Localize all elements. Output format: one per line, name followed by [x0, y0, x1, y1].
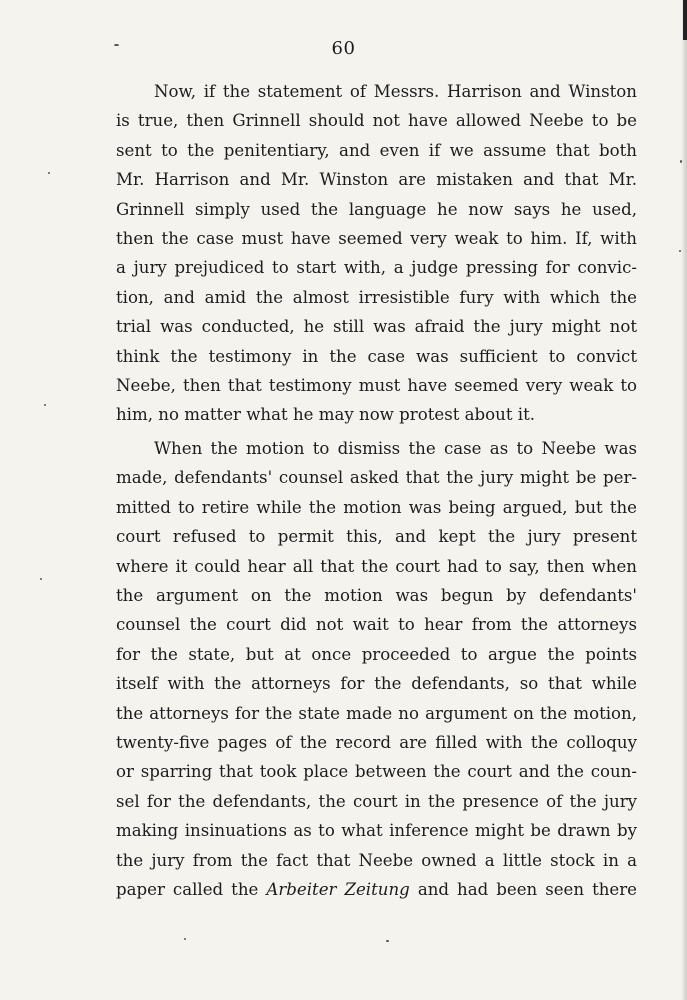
paragraph-line: trial was conducted, he still was afraid the jury might not: [116, 317, 637, 337]
paragraph-line: twenty-five pages of the record are filled with the colloquy: [116, 733, 637, 753]
paragraph-line: mitted to retire while the motion was being argued, but the: [116, 497, 637, 517]
scan-speck: [680, 160, 682, 163]
paragraph-line: Now, if the statement of Messrs. Harrison and Winston: [154, 82, 637, 101]
paragraph-line: itself with the attorneys for the defendants, so that while: [116, 674, 637, 694]
paragraph-line: a jury prejudiced to start with, a judge pressing for convic-: [116, 258, 637, 278]
paragraph-line: the jury from the fact that Neebe owned a little stock in a: [116, 850, 637, 870]
paragraph-line: him, no matter what he may now protest about it.: [116, 405, 536, 425]
page-edge-mark: [683, 0, 687, 40]
paragraph-line: think the testimony in the case was sufficient to convict: [116, 346, 637, 366]
paragraph-2: [116, 434, 637, 905]
scan-speck: [184, 938, 186, 940]
paragraph-line: for the state, but at once proceeded to argue the points: [116, 644, 637, 664]
paragraph-line: Mr. Harrison and Mr. Winston are mistaken and that Mr.: [116, 170, 637, 190]
paragraph-line: made, defendants' counsel asked that the jury might be per-: [116, 468, 637, 488]
paragraph-line: where it could hear all that the court had to say, then when: [116, 556, 637, 576]
paragraph-line: sel for the defendants, the court in the presence of the jury: [116, 791, 637, 811]
page-edge-shadow: [681, 0, 687, 1000]
paragraph-line: making insinuations as to what inference might be drawn by: [116, 821, 637, 841]
paragraph-line: court refused to permit this, and kept the jury present: [116, 527, 637, 547]
paragraph-line: sent to the penitentiary, and even if we assume that both: [116, 140, 637, 160]
paragraph-line: then the case must have seemed very weak to him. If, with: [116, 229, 637, 249]
paragraph-line: the argument on the motion was begun by defendants': [116, 586, 637, 606]
paragraph-line: the attorneys for the state made no argument on the motion,: [116, 703, 637, 723]
paragraph-last-line: [116, 875, 637, 904]
newspaper-title: Arbeiter Zeitung: [266, 880, 410, 900]
scan-speck: [48, 172, 50, 174]
paragraph-line: or sparring that took place between the court and the coun-: [116, 762, 637, 782]
scan-speck: [40, 578, 42, 580]
page-number: 60: [331, 38, 356, 59]
line-text: paper called the: [116, 880, 267, 900]
paragraph-line: When the motion to dismiss the case as to Neebe was: [154, 439, 637, 458]
paragraph-line: Neebe, then that testimony must have seemed very weak to: [116, 376, 637, 396]
paragraph-line: counsel the court did not wait to hear from the attorneys: [116, 615, 637, 635]
paragraph-1: [116, 77, 637, 430]
scan-speck: [44, 404, 46, 406]
paragraph-line: Grinnell simply used the language he now says he used,: [116, 199, 637, 219]
line-text: and had been seen there: [409, 880, 638, 900]
scan-speck: [679, 250, 681, 252]
paragraph-line: is true, then Grinnell should not have allowed Neebe to be: [116, 111, 637, 131]
paragraph-line: tion, and amid the almost irresistible fury with which the: [116, 287, 637, 307]
scan-speck: [386, 940, 389, 942]
